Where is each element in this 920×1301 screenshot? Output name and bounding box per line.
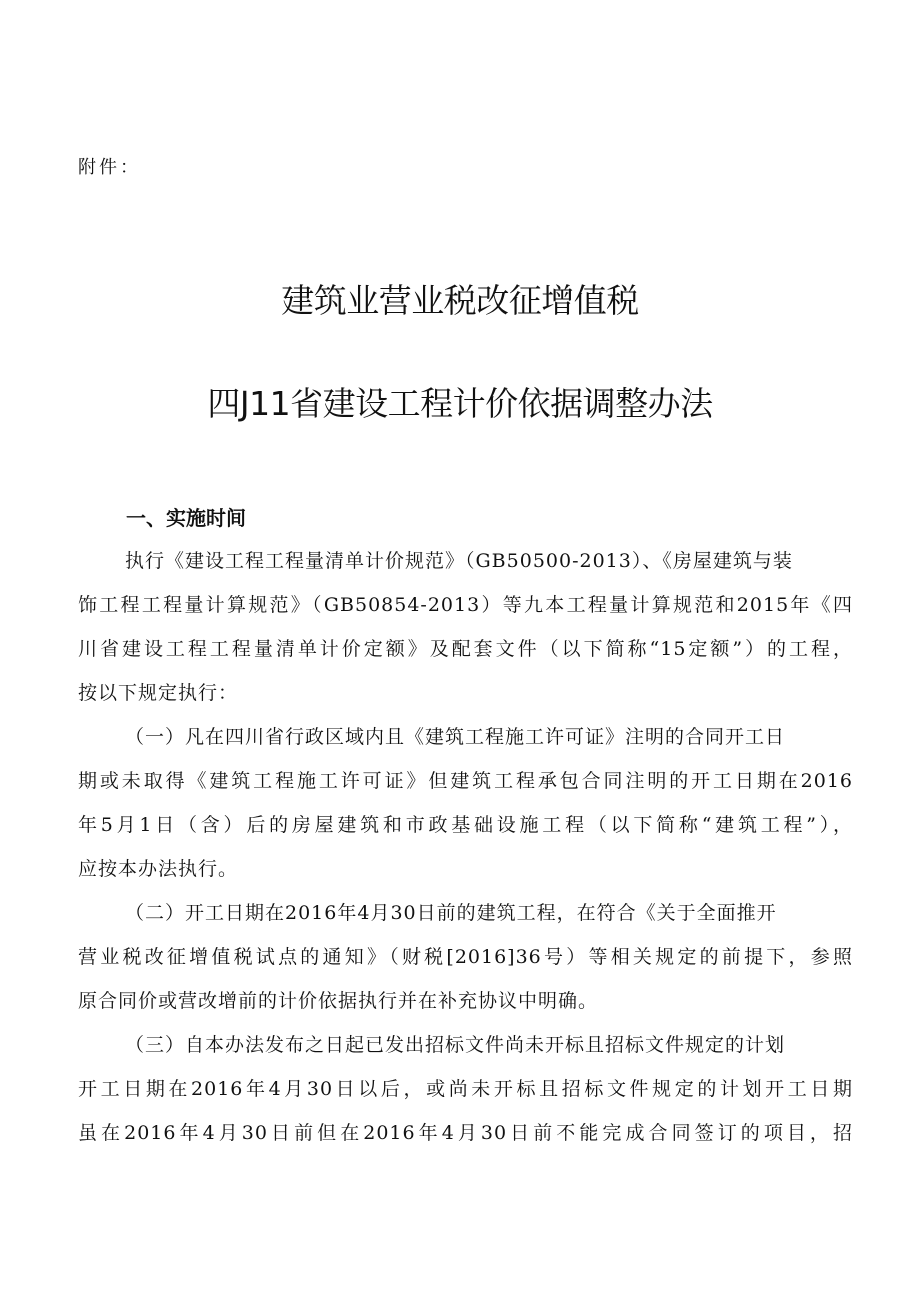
- paragraph-line: 执行《建设工程工程量清单计价规范》（GB50500-2013）、《房屋建筑与装: [125, 550, 793, 572]
- document-title-line-2: 四J11省建设工程计价依据调整办法: [207, 384, 713, 423]
- paragraph-line: （二）开工日期在2016年4月30日前的建筑工程，在符合《关于全面推开: [125, 902, 777, 924]
- paragraph-line: （三）自本办法发布之日起已发出招标文件尚未开标且招标文件规定的计划: [125, 1034, 786, 1056]
- paragraph-line: 期或未取得《建筑工程施工许可证》但建筑工程承包合同注明的开工日期在2016: [78, 770, 853, 792]
- attachment-label: 附件：: [78, 157, 141, 178]
- paragraph-line: 虽在2016年4月30日前但在2016年4月30日前不能完成合同签订的项目，招: [78, 1122, 853, 1144]
- paragraph-line: 川省建设工程工程量清单计价定额》及配套文件（以下简称“15定额”）的工程，: [78, 638, 853, 660]
- paragraph-line: 营业税改征增值税试点的通知》（财税[2016]36号）等相关规定的前提下，参照: [78, 946, 853, 968]
- section-heading-implementation-time: 一、实施时间: [126, 506, 246, 530]
- paragraph-line: 应按本办法执行。: [78, 858, 239, 880]
- paragraph-line: 开工日期在2016年4月30日以后，或尚未开标且招标文件规定的计划开工日期: [78, 1078, 853, 1100]
- paragraph-line: 按以下规定执行：: [78, 682, 239, 704]
- paragraph-line: 饰工程工程量计算规范》（GB50854-2013）等九本工程量计算规范和2015年《四: [78, 594, 853, 616]
- document-title-line-1: 建筑业营业税改征增值税: [281, 281, 639, 320]
- paragraph-line: 原合同价或营改增前的计价依据执行并在补充协议中明确。: [78, 990, 599, 1012]
- paragraph-line: 年5月1日（含）后的房屋建筑和市政基础设施工程（以下简称“建筑工程”），: [78, 814, 853, 836]
- paragraph-line: （一）凡在四川省行政区域内且《建筑工程施工许可证》注明的合同开工日: [125, 726, 786, 748]
